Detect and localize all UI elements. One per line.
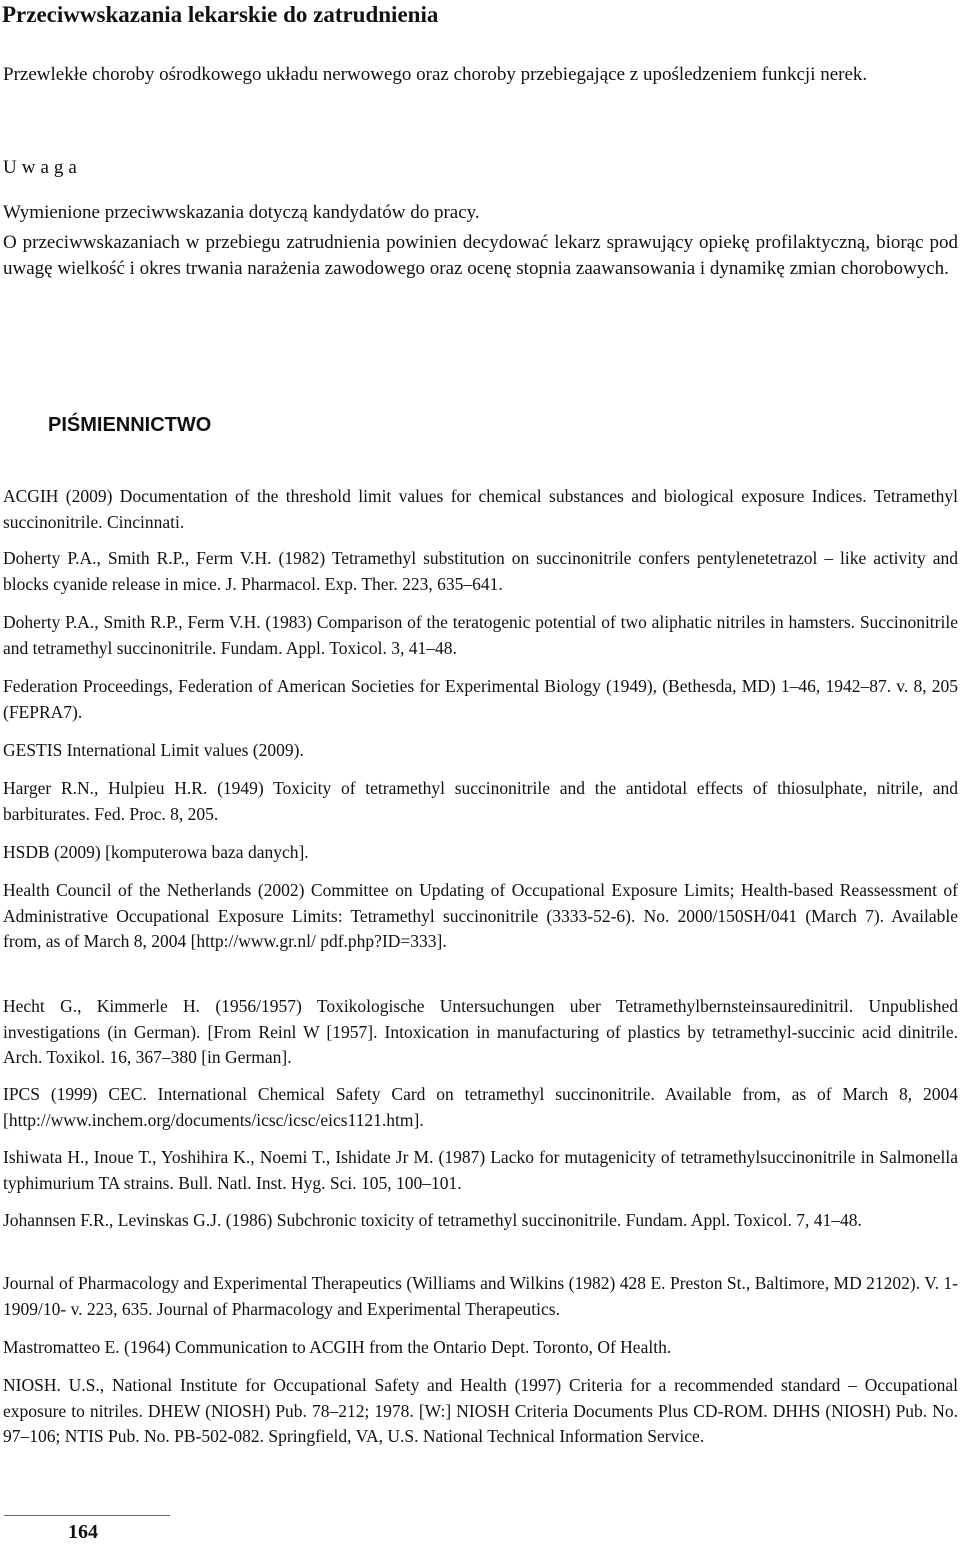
footer-rule	[4, 1515, 170, 1516]
note-line-2: O przeciwwskazaniach w przebiegu zatrudnienia powinien decydować lekarz sprawujący opiekę profilaktyczną, biorąc pod uwagę wielkość i okres trwania narażenia zawodowego oraz ocenę stopnia zaawansowania i dynamikę zmian chorobowych.	[3, 232, 958, 279]
section-heading: Przeciwwskazania lekarskie do zatrudnienia	[2, 2, 439, 27]
reference-item: Mastromatteo E. (1964) Communication to ACGIH from the Ontario Dept. Toronto, Of Health.	[3, 1337, 672, 1357]
reference-item: Federation Proceedings, Federation of American Societies for Experimental Biology (1949), (Bethesda, MD) 1–46, 1942–87. v. 8, 205 (FEPRA7).	[3, 676, 958, 722]
reference-item: Doherty P.A., Smith R.P., Ferm V.H. (1982) Tetramethyl substitution on succinonitrile confers pentylenetetrazol – like activity and blocks cyanide release in mice. J. Pharmacol. Exp. Ther. 223, 635–641.	[3, 548, 958, 594]
reference-item: Harger R.N., Hulpieu H.R. (1949) Toxicity of tetramethyl succinonitrile and the antidotal effects of thiosulphate, nitrile, and barbiturates. Fed. Proc. 8, 205.	[3, 778, 958, 824]
reference-item: Hecht G., Kimmerle H. (1956/1957) Toxikologische Untersuchungen uber Tetramethylbernsteinsauredinitril. Unpublished investigations (in German). [From Reinl W [1957]. Intoxication in manufacturing of plastics by tetramethyl-succinic acid dinitrile. Arch. Toxikol. 16, 367–380 [in German].	[3, 996, 958, 1067]
reference-item: ACGIH (2009) Documentation of the threshold limit values for chemical substances and biological exposure Indices. Tetramethyl succinonitrile. Cincinnati.	[3, 486, 958, 532]
note-label: Uwaga	[3, 157, 82, 178]
reference-item: GESTIS International Limit values (2009).	[3, 740, 304, 760]
note-line-1: Wymienione przeciwwskazania dotyczą kandydatów do pracy.	[3, 202, 480, 223]
reference-item: HSDB (2009) [komputerowa baza danych].	[3, 842, 309, 862]
reference-item: Doherty P.A., Smith R.P., Ferm V.H. (1983) Comparison of the teratogenic potential of two aliphatic nitriles in hamsters. Succinonitrile and tetramethyl succinonitrile. Fundam. Appl. Toxicol. 3, 41–48.	[3, 612, 958, 658]
reference-item: Health Council of the Netherlands (2002) Committee on Updating of Occupational Exposure Limits; Health-based Reassessment of Administrative Occupational Exposure Limits: Tetramethyl succinonitrile (3333-52-6). No. 2000/150SH/041 (March 7). Available from, as of March 8, 2004 [http://www.gr.nl/ pdf.php?ID=333].	[3, 880, 958, 951]
bibliography-title: PIŚMIENNICTWO	[48, 414, 212, 436]
reference-item: Johannsen F.R., Levinskas G.J. (1986) Subchronic toxicity of tetramethyl succinonitrile. Fundam. Appl. Toxicol. 7, 41–48.	[3, 1210, 862, 1230]
reference-item: NIOSH. U.S., National Institute for Occupational Safety and Health (1997) Criteria for a recommended standard – Occupational exposure to nitriles. DHEW (NIOSH) Pub. 78–212; 1978. [W:] NIOSH Criteria Documents Plus CD-ROM. DHHS (NIOSH) Pub. No. 97–106; NTIS Pub. No. PB-502-082. Springfield, VA, U.S. National Technical Information Service.	[3, 1375, 958, 1446]
page-number: 164	[68, 1521, 98, 1543]
reference-item: Journal of Pharmacology and Experimental Therapeutics (Williams and Wilkins (1982) 428 E. Preston St., Baltimore, MD 21202). V. 1-1909/10- v. 223, 635. Journal of Pharmacology and Experimental Therapeutics.	[3, 1273, 958, 1319]
reference-item: IPCS (1999) CEC. International Chemical Safety Card on tetramethyl succinonitrile. Available from, as of March 8, 2004 [http://www.inchem.org/documents/icsc/icsc/eics1121.htm].	[3, 1084, 958, 1130]
reference-item: Ishiwata H., Inoue T., Yoshihira K., Noemi T., Ishidate Jr M. (1987) Lacko for mutagenicity of tetramethylsuccinonitrile in Salmonella typhimurium TA strains. Bull. Natl. Inst. Hyg. Sci. 105, 100–101.	[3, 1147, 958, 1193]
contraindications-paragraph: Przewlekłe choroby ośrodkowego układu nerwowego oraz choroby przebiegające z upośledzeniem funkcji nerek.	[3, 64, 868, 85]
